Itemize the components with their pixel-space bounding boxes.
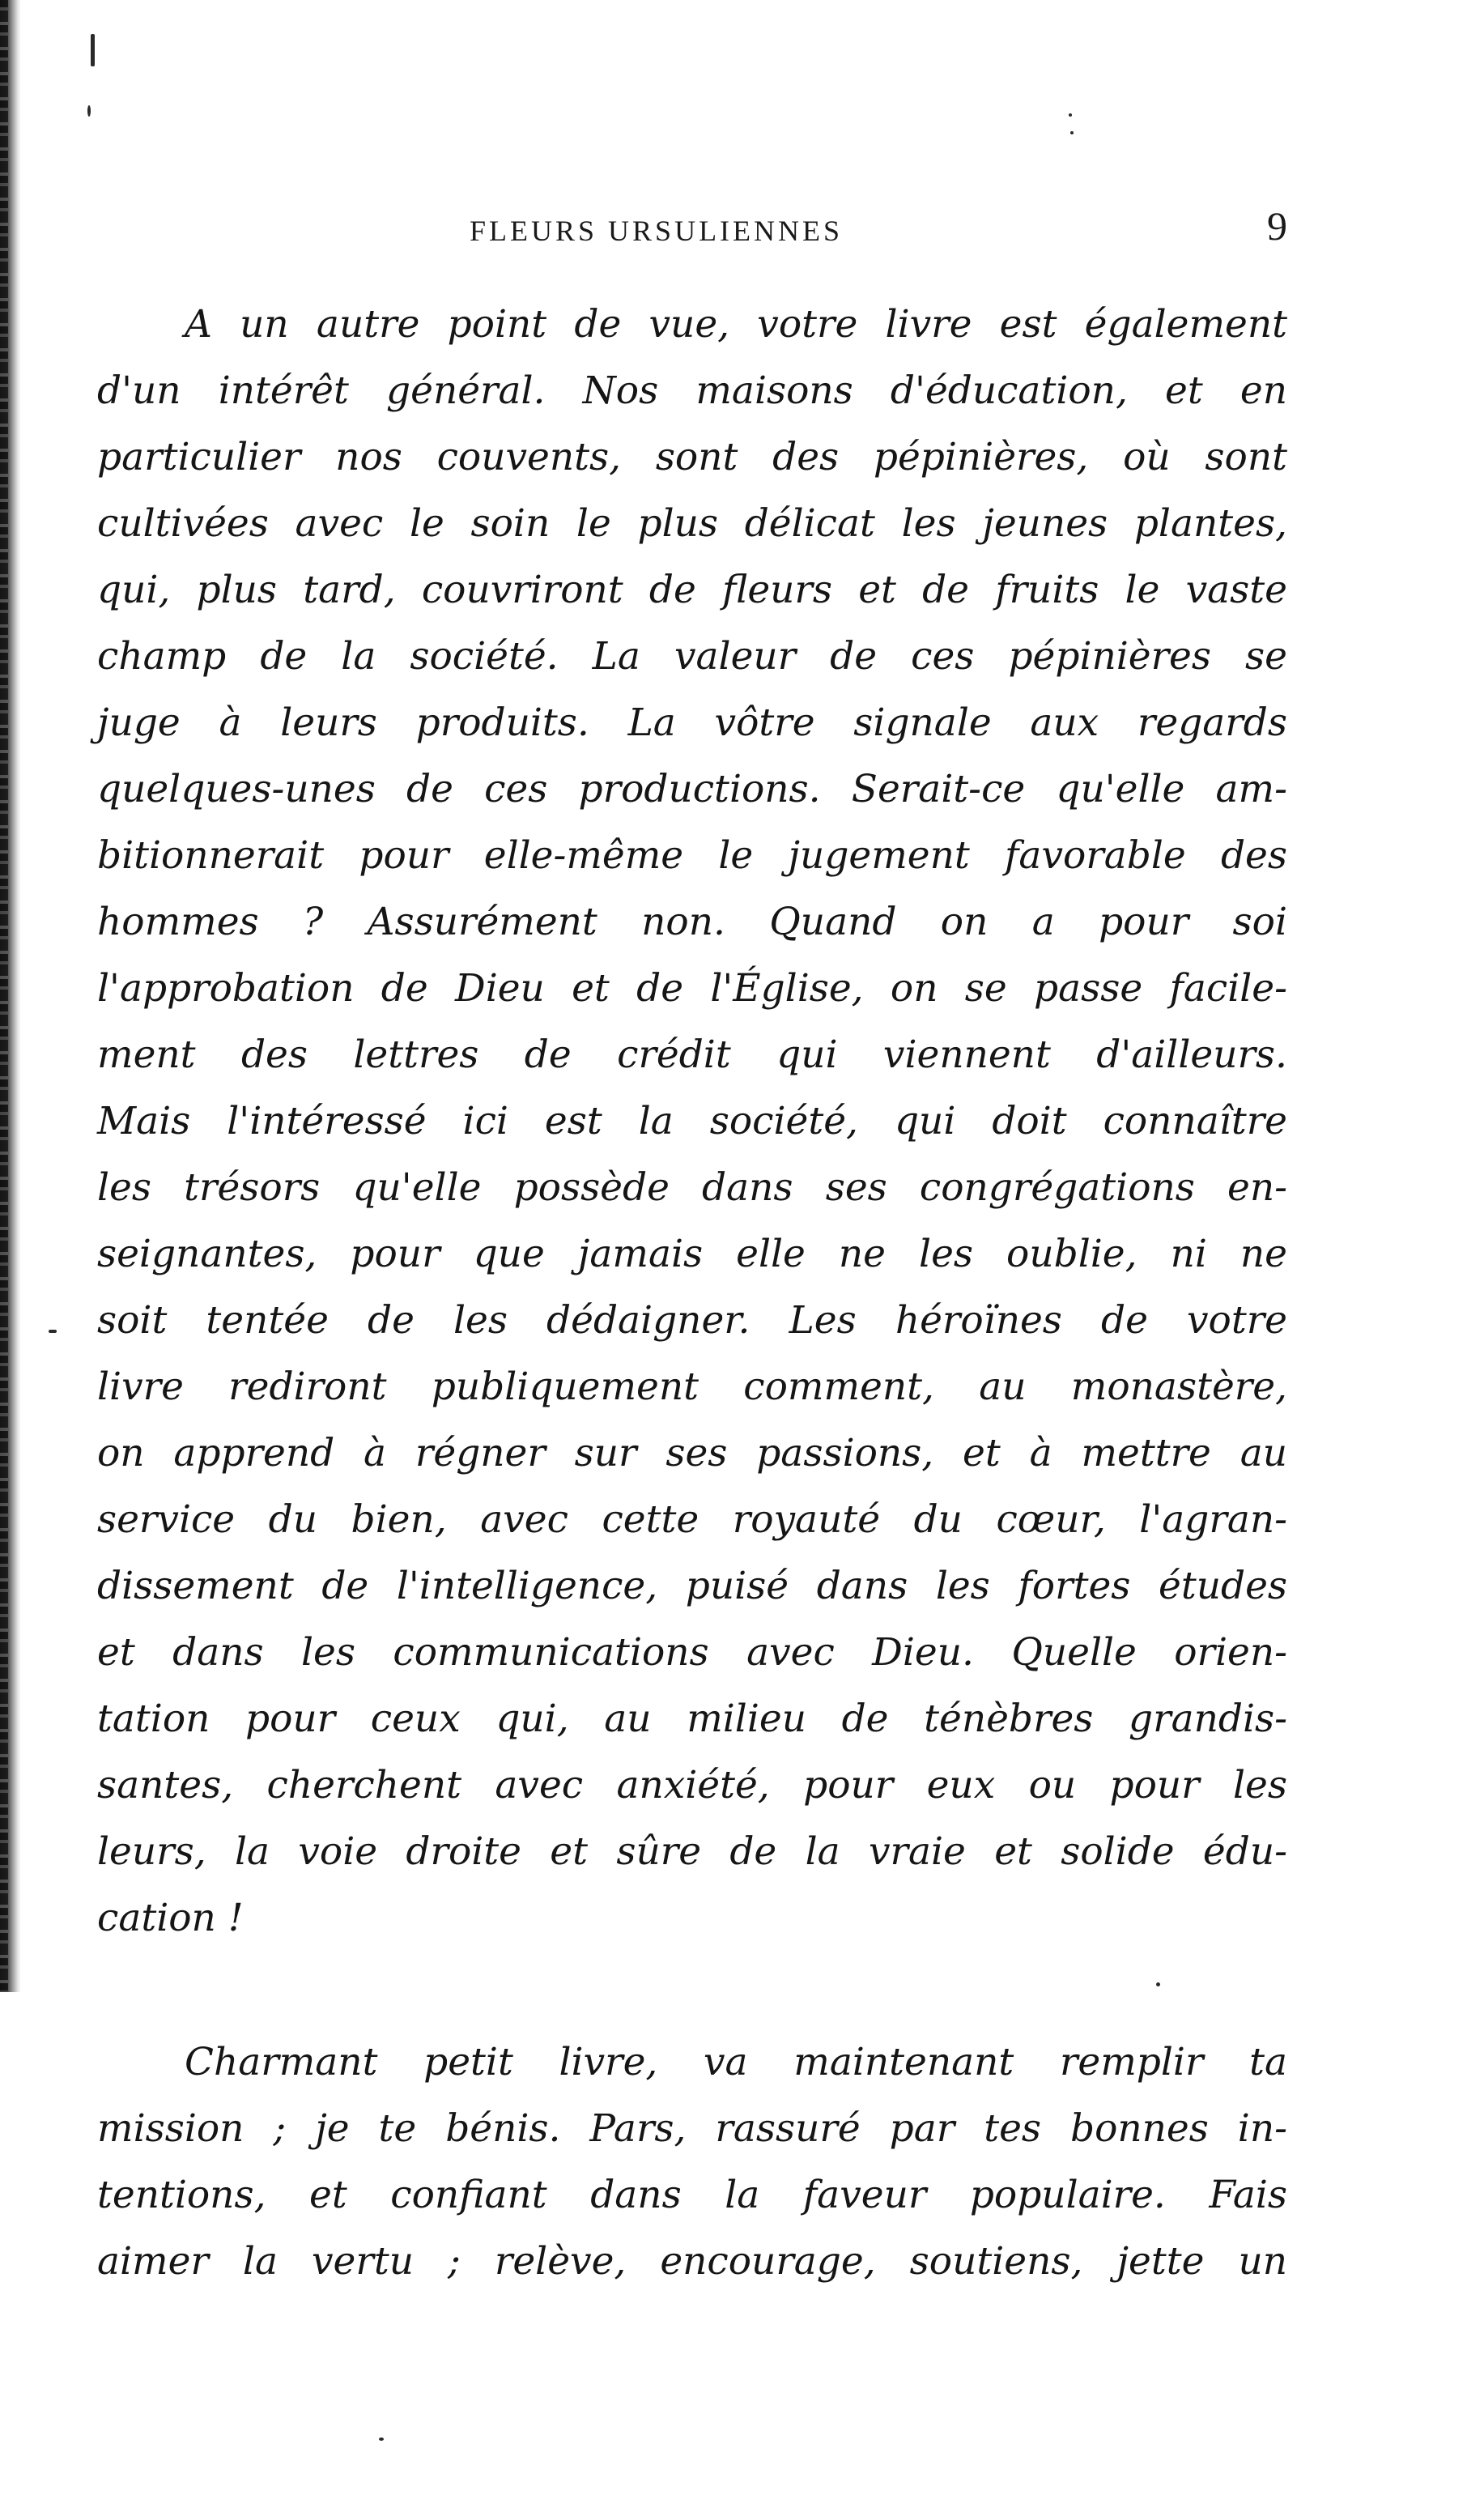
text-line: d'un intérêt général. Nos maisons d'éducation, et en (97, 368, 1287, 413)
text-line: qui, plus tard, couvriront de fleurs et de fruits le vaste (97, 568, 1287, 612)
text-line: Charmant petit livre, va maintenant remplir ta (185, 2040, 1287, 2084)
text-line: leurs, la voie droite et sûre de la vraie et solide édu- (97, 1829, 1287, 1874)
text-line: les trésors qu'elle possède dans ses congrégations en- (97, 1165, 1287, 1210)
binding-edge (0, 0, 21, 1992)
text-line: dissement de l'intelligence, puisé dans les fortes études (97, 1564, 1287, 1608)
text-line: tation pour ceux qui, au milieu de ténèbres grandis- (97, 1697, 1287, 1741)
text-line: juge à leurs produits. La vôtre signale aux regards (97, 700, 1287, 745)
text-line: cation ! (97, 1896, 244, 1940)
text-line: livre rediront publiquement comment, au monastère, (97, 1365, 1287, 1409)
text-line: mission ; je te bénis. Pars, rassuré par tes bonnes in- (97, 2106, 1287, 2151)
text-line: A un autre point de vue, votre livre est également (185, 302, 1287, 347)
text-line: seignantes, pour que jamais elle ne les oublie, ni ne (97, 1232, 1287, 1276)
text-line: quelques-unes de ces productions. Serait-ce qu'elle am- (97, 767, 1287, 811)
text-line: aimer la vertu ; relève, encourage, soutiens, jette un (97, 2239, 1287, 2284)
scan-speck (87, 105, 91, 117)
text-line: et dans les communications avec Dieu. Quelle orien- (97, 1630, 1287, 1675)
text-line: bitionnerait pour elle-même le jugement favorable des (97, 833, 1287, 878)
text-line: particulier nos couvents, sont des pépinières, où sont (97, 435, 1287, 479)
text-line: on apprend à régner sur ses passions, et à mettre au (97, 1431, 1287, 1475)
paragraph-gap (97, 1952, 1287, 2029)
text-line: santes, cherchent avec anxiété, pour eux ou pour les (97, 1763, 1287, 1807)
text-line: ment des lettres de crédit qui viennent d'ailleurs. (97, 1032, 1287, 1077)
text-line: soit tentée de les dédaigner. Les héroïnes de votre (97, 1298, 1287, 1343)
page-header (97, 202, 1312, 267)
scan-speck (1069, 113, 1072, 117)
page-number: 9 (1267, 203, 1287, 249)
text-line: Mais l'intéressé ici est la société, qui doit connaître (97, 1099, 1287, 1143)
text-line: tentions, et confiant dans la faveur populaire. Fais (97, 2173, 1287, 2217)
text-line: cultivées avec le soin le plus délicat les jeunes plantes, (97, 501, 1287, 546)
text-line: hommes ? Assurément non. Quand on a pour soi (97, 900, 1287, 944)
text-line: service du bien, avec cette royauté du cœur, l'agran- (97, 1497, 1287, 1542)
running-head: FLEURS URSULIENNES (470, 215, 844, 247)
body-text (97, 292, 1287, 2295)
scan-speck (49, 1330, 57, 1333)
text-line: champ de la société. La valeur de ces pépinières se (97, 634, 1287, 679)
scan-speck (379, 2437, 384, 2441)
scan-speck (1070, 131, 1074, 134)
text-line: l'approbation de Dieu et de l'Église, on se passe facile- (97, 966, 1287, 1011)
scan-speck (91, 34, 95, 66)
